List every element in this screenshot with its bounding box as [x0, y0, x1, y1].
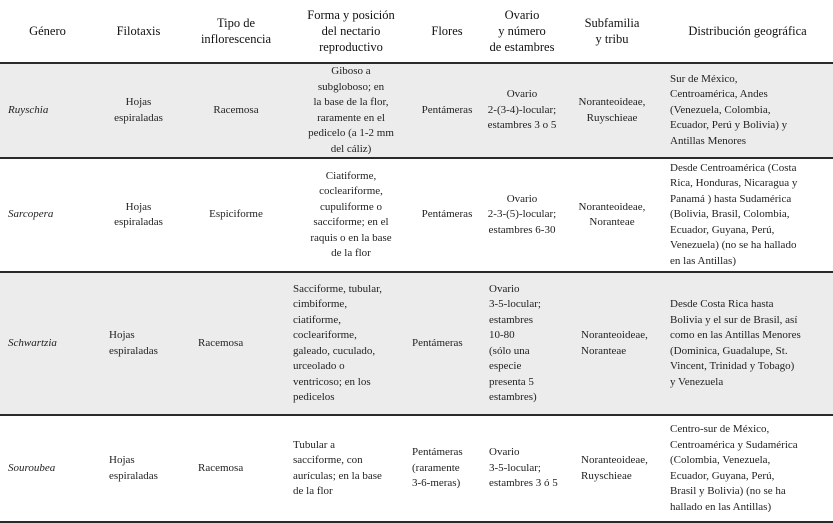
cell-nectario: Giboso a subgloboso; en la base de la flor, raramente en el pedicelo (a 1-2 mm del cáliz) — [290, 63, 412, 158]
cell-subfamilia: Noranteoideae, Ruyschieae — [581, 454, 648, 482]
header-distribucion: Distribución geográfica — [688, 24, 807, 38]
cell-subfamilia: Noranteoideae, Noranteae — [562, 272, 662, 415]
header-flores: Flores — [431, 24, 463, 38]
cell-distribucion: Desde Costa Rica hasta Bolivia y el sur de Brasil, así como en las Antillas Menores (Dominica, Guadalupe, St. Vincent, Trinidad y Tobago) y Venezuela — [662, 272, 833, 415]
cell-flores: Pentámeras — [421, 208, 473, 221]
cell-distribucion: Sur de México, Centroamérica, Andes (Venezuela, Colombia, Ecuador, Perú y Bolivia) y Antillas Menores — [662, 63, 833, 158]
cell-nectario: Ciatiforme, cocleariforme, cupuliforme o sacciforme; en el raquis o en la base de la flor — [310, 169, 392, 259]
cell-ovario: Ovario 2-3-(5)-locular; estambres 6-30 — [487, 192, 557, 236]
cell-flores: Pentámeras — [412, 63, 482, 158]
cell-nectario: Tubular a sacciforme, con aurículas; en la base de la flor — [293, 438, 382, 497]
cell-genero: Sarcopera — [8, 208, 54, 221]
cell-filotaxis: Hojas espiraladas — [95, 63, 182, 158]
table-row — [0, 415, 833, 522]
cell-genero: Schwartzia — [0, 272, 95, 415]
cell-subfamilia: Noranteoideae, Noranteae — [578, 200, 646, 228]
table-row — [0, 272, 833, 415]
cell-filotaxis: Hojas espiraladas — [109, 454, 158, 482]
cell-inflorescencia: Racemosa — [182, 63, 290, 158]
header-subfamilia: Subfamilia y tribu — [584, 16, 640, 46]
cell-filotaxis: Hojas espiraladas — [95, 272, 182, 415]
cell-genero: Ruyschia — [0, 63, 95, 158]
header-ovario: Ovario y número de estambres — [489, 8, 555, 54]
cell-filotaxis: Hojas espiraladas — [114, 200, 163, 228]
header-inflorescencia: Tipo de inflorescencia — [200, 16, 272, 46]
table-row — [0, 158, 833, 272]
cell-flores: Pentámeras (raramente 3-6-meras) — [412, 446, 463, 490]
cell-distribucion: Desde Centroamérica (Costa Rica, Honduras, Nicaragua y Panamá ) hasta Sudamérica (Bolivia, Brasil, Colombia, Ecuador, Guyana, Perú, Venezuela) (no se ha hallado en las Antillas) — [670, 161, 798, 267]
cell-ovario: Ovario 2-(3-4)-locular; estambres 3 o 5 — [482, 63, 562, 158]
header-genero: Género — [29, 24, 66, 38]
header-nectario: Forma y posición del nectario reproductivo — [307, 8, 395, 54]
cell-inflorescencia: Racemosa — [182, 272, 290, 415]
cell-distribucion: Centro-sur de México, Centroamérica y Sudamérica (Colombia, Venezuela, Ecuador, Guyana, Perú, Brasil y Bolivia) (no se ha hallado en las Antillas) — [670, 423, 798, 513]
table-row — [0, 63, 833, 158]
cell-flores: Pentámeras — [412, 272, 482, 415]
cell-inflorescencia: Racemosa — [198, 461, 244, 474]
cell-ovario: Ovario 3-5-locular; estambres 10-80 (sólo una especie presenta 5 estambres) — [482, 272, 562, 415]
cell-ovario: Ovario 3-5-locular; estambres 3 ó 5 — [489, 446, 558, 490]
header-filotaxis: Filotaxis — [116, 24, 161, 38]
header-row — [0, 0, 833, 63]
cell-subfamilia: Noranteoideae, Ruyschieae — [562, 63, 662, 158]
cell-genero: Souroubea — [8, 461, 56, 474]
cell-nectario: Sacciforme, tubular, cimbiforme, ciatiforme, cocleariforme, galeado, cuculado, urceolado o ventricoso; en los pedicelos — [290, 272, 412, 415]
cell-inflorescencia: Espiciforme — [209, 208, 263, 221]
